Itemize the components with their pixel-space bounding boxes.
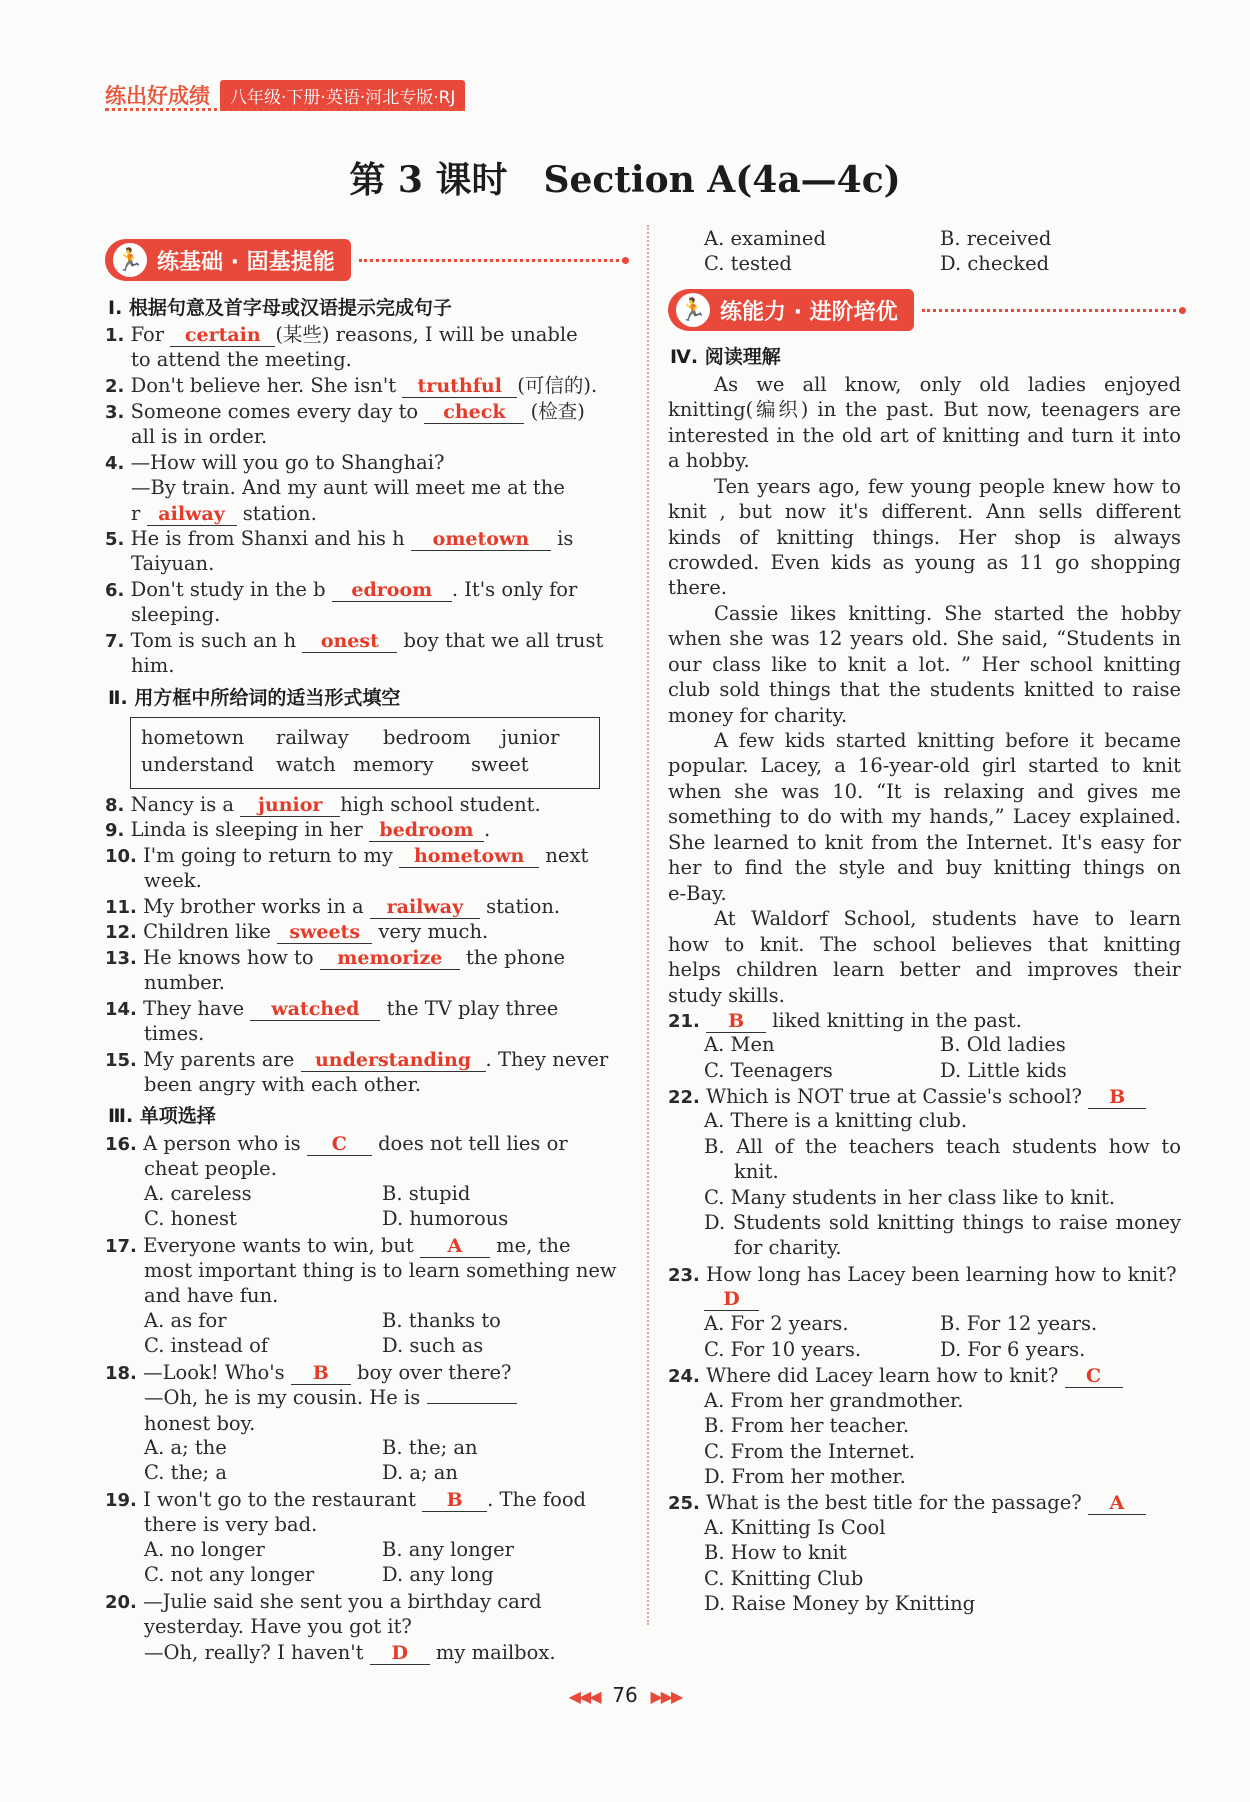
option-24-b[interactable]: B. From her teacher.: [704, 1414, 910, 1437]
option-21-d[interactable]: D. Little kids: [940, 1059, 1067, 1082]
question-18-line3: honest boy.: [144, 1412, 256, 1435]
next-arrows-icon: ▶▶▶: [650, 1687, 682, 1706]
passage-line: when she was 10. “It is relaxing and gives me: [668, 780, 1181, 803]
question-16-cont: cheat people.: [144, 1157, 277, 1180]
header-divider: [105, 108, 465, 111]
option-16-a[interactable]: A. careless: [144, 1182, 252, 1205]
option-25-c[interactable]: C. Knitting Club: [704, 1567, 864, 1590]
answer-12: sweets: [277, 921, 372, 944]
question-18-line2: —Oh, he is my cousin. He is: [144, 1385, 517, 1410]
passage-line: As we all know, only old ladies enjoyed: [714, 373, 1181, 396]
answer-19: B: [422, 1489, 487, 1512]
answer-2: truthful: [402, 375, 517, 398]
question-4: 4. —How will you go to Shanghai?: [105, 451, 445, 474]
answer-8: junior: [240, 794, 340, 817]
question-15: 15. My parents are understanding . They never: [105, 1048, 609, 1071]
answer-1: certain: [170, 324, 275, 347]
question-22: 22. Which is NOT true at Cassie's school? B: [668, 1084, 1146, 1110]
question-3-cont: all is in order.: [131, 425, 268, 448]
option-20-c[interactable]: C. tested: [704, 252, 792, 275]
option-24-a[interactable]: A. From her grandmother.: [704, 1389, 964, 1412]
question-7: 7. Tom is such an h onest boy that we all trust: [105, 629, 604, 652]
passage-line: crowded. Even kids as young as 11 go shopping: [668, 551, 1181, 574]
passage-line: a hobby.: [668, 449, 750, 472]
passage-line: when she was 12 years old. She said, “Students in: [668, 627, 1181, 650]
answer-11: railway: [370, 896, 480, 919]
option-20-d[interactable]: D. checked: [940, 252, 1050, 275]
section-heading-2: Ⅱ. 用方框中所给词的适当形式填空: [108, 687, 401, 709]
answer-3: check: [424, 401, 524, 424]
runner-icon: 🏃: [113, 243, 147, 277]
option-25-b[interactable]: B. How to knit: [704, 1541, 847, 1564]
banner-label: 练基础 · 固基提能: [157, 249, 335, 275]
passage-line: her to find the style and buy knitting things on: [668, 856, 1181, 879]
passage-line: interested in the old art of knitting and turn it into: [668, 424, 1181, 447]
option-16-d[interactable]: D. humorous: [382, 1207, 509, 1230]
answer-9: bedroom: [369, 819, 484, 842]
question-13: 13. He knows how to memorize the phone: [105, 946, 566, 969]
option-23-c[interactable]: C. For 10 years.: [704, 1338, 862, 1361]
question-6: 6. Don't study in the b edroom . It's only for: [105, 578, 578, 601]
option-21-a[interactable]: A. Men: [704, 1033, 775, 1056]
answer-17: A: [420, 1235, 490, 1258]
option-17-d[interactable]: D. such as: [382, 1334, 484, 1357]
question-17-line3: and have fun.: [144, 1284, 279, 1307]
option-22-d-cont: for charity.: [734, 1236, 842, 1259]
passage-line: there.: [668, 576, 727, 599]
option-25-d[interactable]: D. Raise Money by Knitting: [704, 1592, 976, 1615]
prev-arrows-icon: ◀◀◀: [568, 1687, 600, 1706]
answer-20: D: [370, 1642, 430, 1665]
option-17-a[interactable]: A. as for: [144, 1309, 227, 1332]
passage-line: popular. Lacey, a 16-year-old girl started to knit: [668, 754, 1181, 777]
banner-dots: [922, 309, 1182, 312]
question-23-blank: [704, 1286, 759, 1311]
option-22-d[interactable]: D. Students sold knitting things to raise money: [704, 1211, 1181, 1234]
option-16-b[interactable]: B. stupid: [382, 1182, 471, 1205]
question-15-cont: been angry with each other.: [144, 1073, 421, 1096]
option-18-c[interactable]: C. the; a: [144, 1461, 227, 1484]
option-22-b-cont: knit.: [734, 1160, 779, 1183]
box-word: railway: [276, 726, 349, 749]
question-10-cont: week.: [144, 869, 202, 892]
option-20-b[interactable]: B. received: [940, 227, 1052, 250]
option-19-c[interactable]: C. not any longer: [144, 1563, 315, 1586]
question-5: 5. He is from Shanxi and his h ometown is: [105, 527, 574, 550]
question-14: 14. They have watched the TV play three: [105, 997, 559, 1020]
passage-line: She learned to knit from the Internet. It's easy for: [668, 831, 1181, 854]
question-1-cont: to attend the meeting.: [131, 348, 352, 371]
question-14-cont: times.: [144, 1022, 205, 1045]
banner-advanced: [668, 287, 1182, 333]
option-17-b[interactable]: B. thanks to: [382, 1309, 501, 1332]
question-17-line2: most important thing is to learn something new: [144, 1259, 617, 1282]
question-16: 16. A person who is C does not tell lies or: [105, 1132, 568, 1155]
answer-4: ailway: [147, 503, 237, 526]
option-19-d[interactable]: D. any long: [382, 1563, 494, 1586]
word-box: [130, 717, 600, 789]
answer-7: onest: [302, 630, 397, 653]
passage-line: Ten years ago, few young people knew how to: [714, 475, 1181, 498]
option-17-c[interactable]: C. instead of: [144, 1334, 269, 1357]
option-18-a[interactable]: A. a; the: [144, 1436, 227, 1459]
question-23: 23. How long has Lacey been learning how to knit?: [668, 1263, 1177, 1286]
passage-line: A few kids started knitting before it became: [714, 729, 1181, 752]
option-19-a[interactable]: A. no longer: [144, 1538, 265, 1561]
page-title: 第 3 课时 Section A(4a—4c): [349, 159, 901, 201]
box-word: watch: [276, 753, 336, 776]
question-21: 21. B liked knitting in the past.: [668, 1009, 1022, 1032]
question-19-cont: there is very bad.: [144, 1513, 318, 1536]
column-divider: [647, 225, 649, 1625]
question-17: 17. Everyone wants to win, but A me, the: [105, 1234, 571, 1257]
banner-dots: [359, 259, 625, 262]
box-word: memory: [353, 753, 434, 776]
page-header: [105, 78, 465, 112]
option-23-a[interactable]: A. For 2 years.: [704, 1312, 849, 1335]
answer-18: B: [291, 1362, 351, 1385]
book-tag: 八年级·下册·英语·河北专版·RJ: [220, 80, 465, 111]
section-heading-4: Ⅳ. 阅读理解: [670, 346, 781, 368]
box-word: bedroom: [383, 726, 471, 749]
option-18-b[interactable]: B. the; an: [382, 1436, 478, 1459]
page-number-bar: [0, 1683, 1250, 1707]
question-20-line3: —Oh, really? I haven't D my mailbox.: [144, 1641, 556, 1664]
passage-line: Cassie likes knitting. She started the hobby: [714, 602, 1181, 625]
question-4-line3: r ailway station.: [131, 502, 317, 525]
passage-line: knit , but now it's different. Ann sells different: [668, 500, 1181, 523]
passage-line: how to knit. The school believes that knitting: [668, 933, 1181, 956]
passage-line: kinds of knitting things. Her shop is always: [668, 526, 1181, 549]
passage-line: club sold things that the students knitted to raise: [668, 678, 1181, 701]
question-11: 11. My brother works in a railway station.: [105, 895, 561, 918]
section-heading-3: Ⅲ. 单项选择: [108, 1105, 216, 1127]
option-23-d[interactable]: D. For 6 years.: [940, 1338, 1086, 1361]
passage-line: At Waldorf School, students have to learn: [714, 907, 1181, 930]
question-25: 25. What is the best title for the passage? A: [668, 1490, 1146, 1516]
passage-line: e-Bay.: [668, 882, 727, 905]
question-20-line2: yesterday. Have you got it?: [144, 1615, 412, 1638]
answer-10: hometown: [399, 845, 539, 868]
question-5-cont: Taiyuan.: [131, 552, 215, 575]
runner-icon: 🏃: [676, 293, 710, 327]
option-24-d[interactable]: D. From her mother.: [704, 1465, 906, 1488]
question-7-cont: him.: [131, 654, 175, 677]
option-18-d[interactable]: D. a; an: [382, 1461, 458, 1484]
passage-line: study skills.: [668, 984, 785, 1007]
option-16-c[interactable]: C. honest: [144, 1207, 237, 1230]
question-2: 2. Don't believe her. She isn't truthful (可信的).: [105, 374, 598, 397]
answer-6: edroom: [332, 579, 452, 602]
banner-basics: [105, 237, 625, 283]
question-10: 10. I'm going to return to my hometown next: [105, 844, 589, 867]
answer-15: understanding: [301, 1049, 486, 1072]
answer-21: B: [706, 1010, 766, 1033]
answer-23: D: [704, 1288, 759, 1311]
option-20-a[interactable]: A. examined: [704, 227, 826, 250]
question-24: 24. Where did Lacey learn how to knit? C: [668, 1363, 1123, 1389]
question-18: 18. —Look! Who's B boy over there?: [105, 1361, 512, 1384]
question-20: 20. —Julie said she sent you a birthday card: [105, 1590, 542, 1613]
option-25-a[interactable]: A. Knitting Is Cool: [704, 1516, 886, 1539]
answer-14: watched: [250, 998, 380, 1021]
question-19: 19. I won't go to the restaurant B . The food: [105, 1488, 587, 1511]
question-3: 3. Someone comes every day to check (检查): [105, 400, 585, 423]
box-word: hometown: [141, 726, 245, 749]
box-word: junior: [501, 726, 560, 749]
option-23-b[interactable]: B. For 12 years.: [940, 1312, 1098, 1335]
passage-line: our class like to knit a lot. ” Her school knitting: [668, 653, 1181, 676]
answer-16: C: [307, 1133, 372, 1156]
answer-22: B: [1088, 1086, 1146, 1109]
question-6-cont: sleeping.: [131, 603, 221, 626]
answer-25: A: [1088, 1492, 1146, 1515]
answer-24: C: [1065, 1365, 1123, 1388]
banner-label: 练能力 · 进阶培优: [720, 299, 898, 325]
page-number: 76: [612, 1683, 638, 1707]
question-4-line2: —By train. And my aunt will meet me at the: [131, 476, 565, 499]
option-22-a[interactable]: A. There is a knitting club.: [704, 1109, 968, 1132]
answer-13: memorize: [320, 947, 460, 970]
option-21-c[interactable]: C. Teenagers: [704, 1059, 833, 1082]
passage-line: something to do with my hands,” Lacey explained.: [668, 805, 1181, 828]
option-22-c[interactable]: C. Many students in her class like to knit.: [704, 1186, 1116, 1209]
brand-name: 练出好成绩: [105, 84, 210, 108]
question-9: 9. Linda is sleeping in her bedroom .: [105, 818, 491, 841]
answer-5: ometown: [411, 528, 551, 551]
box-word: sweet: [471, 753, 529, 776]
option-22-b[interactable]: B. All of the teachers teach students how to: [704, 1135, 1181, 1158]
section-heading-1: Ⅰ. 根据句意及首字母或汉语提示完成句子: [108, 297, 452, 319]
question-12: 12. Children like sweets very much.: [105, 920, 489, 943]
passage-line: money for charity.: [668, 704, 848, 727]
box-word: understand: [141, 753, 254, 776]
answer-18-blank: [427, 1403, 517, 1404]
option-21-b[interactable]: B. Old ladies: [940, 1033, 1066, 1056]
passage-line: knitting(编织) in the past. But now, teenagers are: [668, 398, 1181, 421]
question-8: 8. Nancy is a junior high school student.: [105, 793, 541, 816]
passage-line: helps children learn better and improves their: [668, 958, 1181, 981]
question-1: 1. For certain (某些) reasons, I will be unable: [105, 323, 578, 346]
option-19-b[interactable]: B. any longer: [382, 1538, 515, 1561]
option-24-c[interactable]: C. From the Internet.: [704, 1440, 916, 1463]
question-13-cont: number.: [144, 971, 226, 994]
